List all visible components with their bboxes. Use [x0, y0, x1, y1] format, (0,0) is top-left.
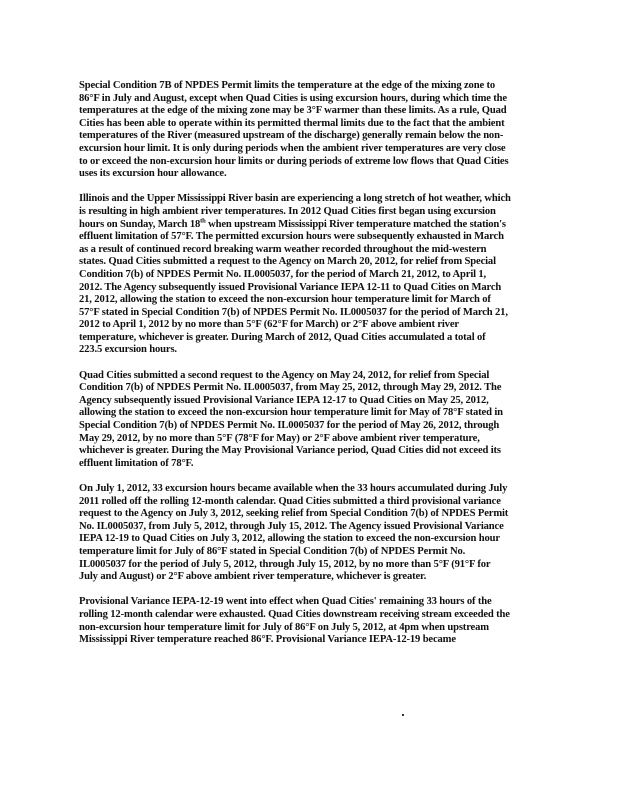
paragraph-july-request: [79, 483, 511, 584]
paragraph-may-request: [79, 370, 511, 471]
paragraph-text-before: Illinois and the Upper Mississippi River basin are experiencing a long stretch of hot weather, which is resulting in high ambient river temperatures. In 2012 Quad Cities first began using excursion hours on Sunday, March 18: [79, 193, 511, 230]
paragraph-variance-effect: [79, 596, 511, 646]
paragraph-text: On July 1, 2012, 33 excursion hours became available when the 33 hours accumulated during July 2011 rolled off the rolling 12-month calendar. Quad Cities submitted a third provisional variance request to the Agency on July 3, 2012, seeking relief from Special Condition 7(b) of NPDES Permit No. IL0005037, from July 5, 2012, through July 15, 2012. The Agency issued Provisional Variance IEPA 12-19 to Quad Cities on July 3, 2012, allowing the station to exceed the non-excursion hour temperature limit for July of 86°F stated in Special Condition 7(b) of NPDES Permit No. IL0005037 for the period of July 5, 2012, through July 15, 2012, by no more than 5°F (91°F for July and August) or 2°F above ambient river temperature, whichever is greater.: [79, 483, 509, 583]
paragraph-text-after: when upstream Mississippi River temperature matched the station's effluent limitation of 57°F. The permitted excursion hours were subsequently exhausted in March as a result of continued record breaking warm weather recorded throughout the mid-western states. Quad Cities submitted a request to the Agency on March 20, 2012, for relief from Special Condition 7(b) of NPDES Permit No. IL0005037, for the period of March 21, 2012, to April 1, 2012. The Agency subsequently issued Provisional Variance IEPA 12-11 to Quad Cities on March 21, 2012, allowing the station to exceed the non-excursion hour temperature limit for March of 57°F stated in Special Condition 7(b) of NPDES Permit No. IL0005037 for the period of March 21, 2012 to April 1, 2012 by no more than 5°F (62°F for March) or 2°F above ambient river temperature, whichever is greater. During March of 2012, Quad Cities accumulated a total of 223.5 excursion hours.: [79, 218, 508, 356]
ordinal-superscript: th: [200, 217, 206, 224]
paragraph-text: Provisional Variance IEPA-12-19 went into effect when Quad Cities' remaining 33 hours of the rolling 12-month calendar were exhausted. Quad Cities downstream receiving stream exceeded the non-excursion hour temperature limit for July of 86°F on July 5, 2012, at 4pm when upstream Mississippi River temperature reached 86°F. Provisional Variance IEPA-12-19 became: [79, 596, 510, 646]
paragraph-text: Special Condition 7B of NPDES Permit limits the temperature at the edge of the mixing zone to 86°F in July and August, except when Quad Cities is using excursion hours, during which time the temperatures at the edge of the mixing zone may be 3°F warmer than these limits. As a rule, Quad Cities has been able to operate within its permitted thermal limits due to the fact that the ambient temperatures of the River (measured upstream of the discharge) generally remain below the non-excursion hour limit. It is only during periods when the ambient river temperatures are very close to or exceed the non-excursion hour limits or during periods of extreme low flows that Quad Cities uses its excursion hour allowance.: [79, 80, 509, 180]
paragraph-text: Quad Cities submitted a second request to the Agency on May 24, 2012, for relief from Special Condition 7(b) of NPDES Permit No. IL0005037, from May 25, 2012, through May 29, 2012. The Agency subsequently issued Provisional Variance IEPA 12-17 to Quad Cities on May 25, 2012, allowing the station to exceed the non-excursion hour temperature limit for May of 78°F stated in Special Condition 7(b) of NPDES Permit No. IL0005037 for the period of May 26, 2012, through May 29, 2012, by no more than 5°F (78°F for May) or 2°F above ambient river temperature, whichever is greater. During the May Provisional Variance period, Quad Cities did not exceed its effluent limitation of 78°F.: [79, 369, 503, 469]
scan-speck: [402, 714, 404, 716]
document-body: [79, 80, 511, 659]
paragraph-hot-weather-march: [79, 193, 511, 357]
paragraph-thermal-limits: [79, 80, 511, 181]
